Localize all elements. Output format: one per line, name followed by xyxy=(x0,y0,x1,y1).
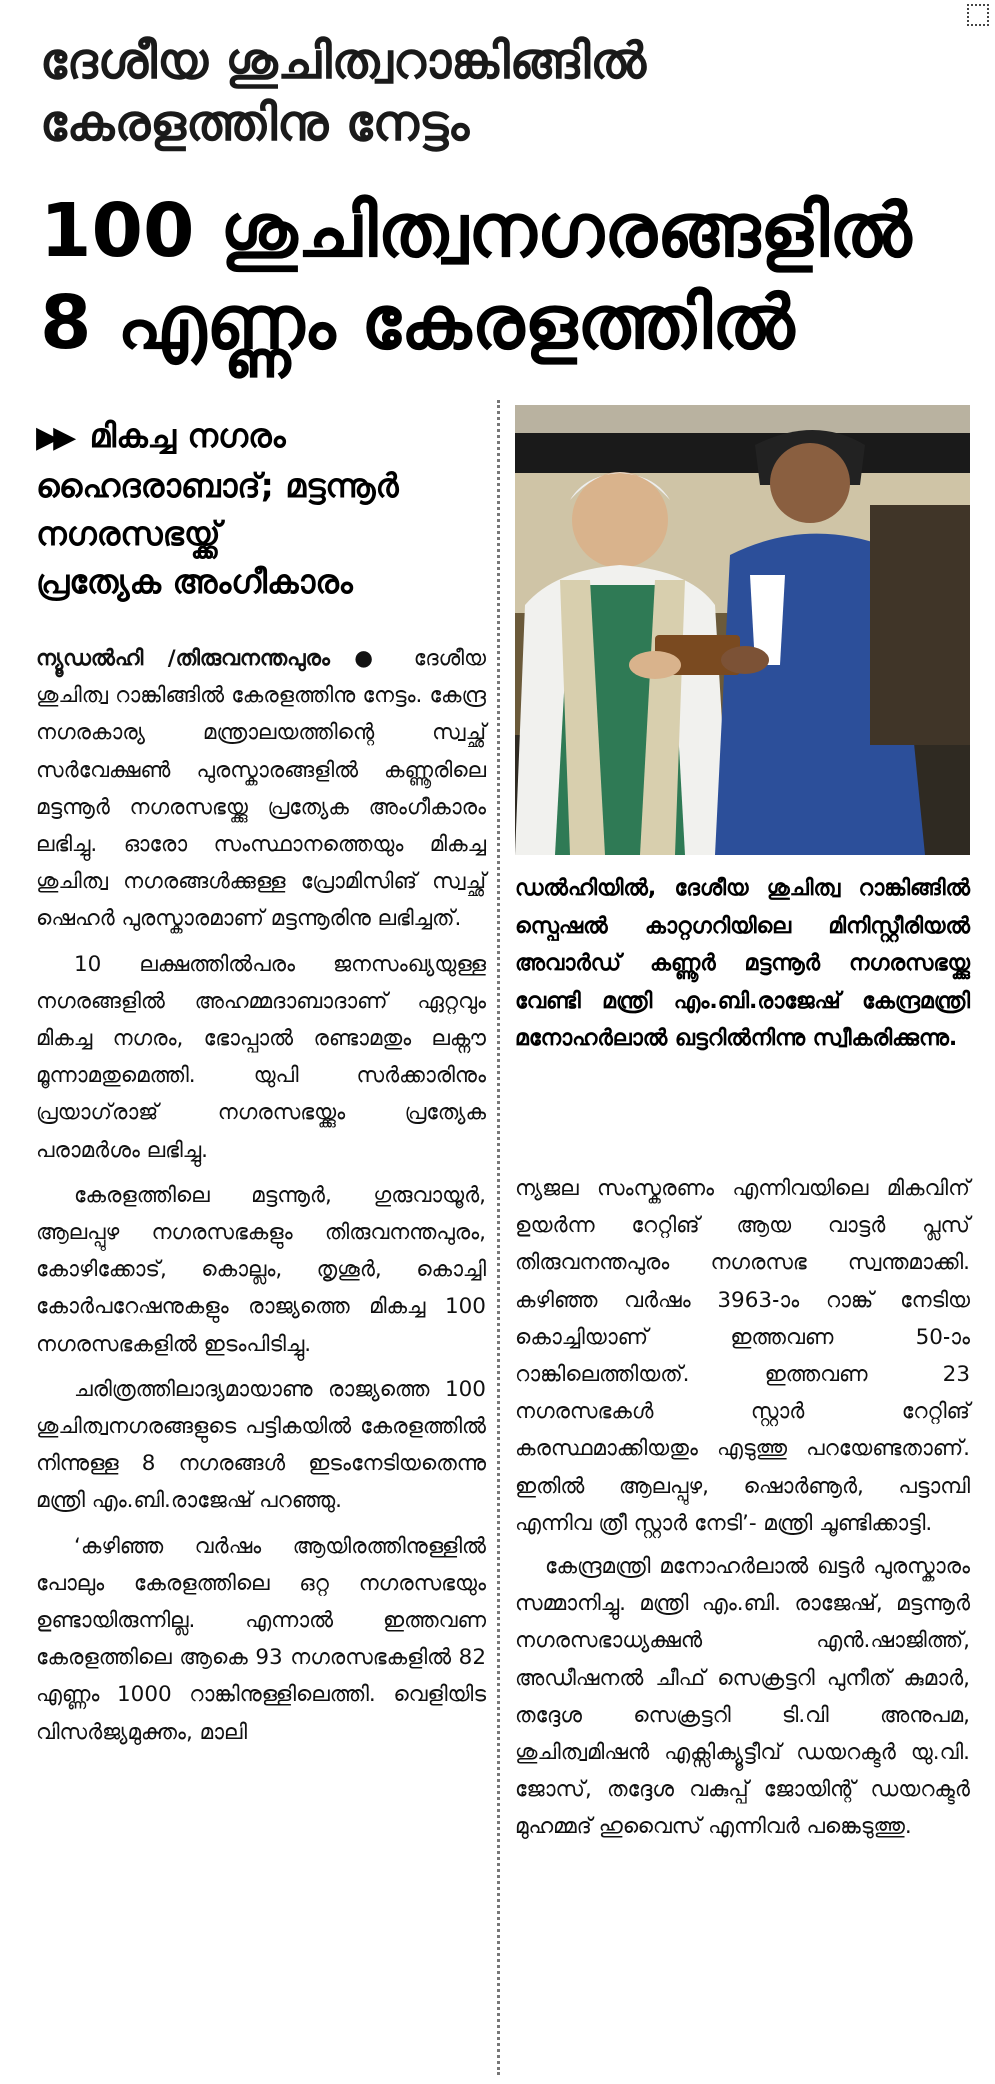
deck-line: പ്രത്യേക അംഗീകാരം xyxy=(36,562,353,601)
corner-frame-mark xyxy=(967,4,989,26)
column-divider xyxy=(497,400,500,2075)
deck-line: നഗരസഭയ്ക്ക് xyxy=(36,514,221,553)
double-arrow-icon: ▶▶ xyxy=(36,420,71,455)
main-headline: 100 ശുചിത്വനഗരങ്ങളിൽ 8 എണ്ണം കേരളത്തിൽ xyxy=(40,188,912,366)
deck-line: ഹൈദരാബാദ്; മട്ടന്നൂർ xyxy=(36,466,399,505)
photo-caption: ഡൽഹിയിൽ, ദേശീയ ശുചിത്വ റാങ്കിങ്ങിൽ സ്പെഷൽ കാറ്റഗറിയിലെ മിനിസ്റ്റീരിയൽ അവാർഡ് കണ്ണൂർ മട്ടന്നൂർ നഗരസഭയ്ക്കു വേണ്ടി മന്ത്രി എം.ബി.രാജേഷ് കേന്ദ്രമന്ത്രി മനോഹർലാൽ ഖട്ടറിൽനിന്നു സ്വീകരിക്കുന്നു. xyxy=(515,876,970,1051)
article-paragraph xyxy=(36,640,486,938)
subheading-deck xyxy=(36,412,476,606)
article-body-left xyxy=(36,640,486,1759)
article-paragraph: കേരളത്തിലെ മട്ടന്നൂർ, ഗുരുവായൂർ, ആലപ്പുഴ നഗരസഭകളും തിരുവനന്തപുരം, കോഴിക്കോട്, കൊല്ലം, തൃശൂർ, കൊച്ചി കോർപറേഷനുകളും രാജ്യത്തെ മികച്ച 100 നഗരസഭകളിൽ ഇടംപിടിച്ചു. xyxy=(36,1182,486,1357)
news-photo xyxy=(515,405,970,855)
deck-line: മികച്ച നഗരം xyxy=(89,416,286,455)
article-body-right xyxy=(515,1170,970,1852)
dateline: ന്യൂഡൽഹി /തിരുവനന്തപുരം ● xyxy=(36,646,390,671)
award-ceremony-photo xyxy=(515,405,970,855)
article-paragraph: ‘കഴിഞ്ഞ വർഷം ആയിരത്തിനുള്ളിൽ പോലും കേരളത്തിലെ ഒറ്റ നഗരസഭയും ഉണ്ടായിരുന്നില്ല. എന്നാൽ ഇത്തവണ കേരളത്തിലെ ആകെ 93 നഗരസഭകളിൽ 82 എണ്ണം 1000 റാങ്കിനുള്ളിലെത്തി. വെളിയിട വിസർജ്യമുക്തം, മാലി xyxy=(36,1533,486,1745)
article-paragraph: കേന്ദ്രമന്ത്രി മനോഹർലാൽ ഖട്ടർ പുരസ്കാരം സമ്മാനിച്ചു. മന്ത്രി എം.ബി. രാജേഷ്, മട്ടന്നൂർ നഗരസഭാധ്യക്ഷൻ എൻ.ഷാജിത്ത്, അഡീഷനൽ ചീഫ് സെക്രട്ടറി പുനീത് കുമാർ, തദ്ദേശ സെക്രട്ടറി ടി.വി അനുപമ, ശുചിത്വമിഷൻ എക്സിക്യൂട്ടീവ് ഡയറക്ടർ യു.വി. ജോസ്, തദ്ദേശ വകുപ്പ് ജോയിന്റ് ഡയറക്ടർ മുഹമ്മദ് ഹുവൈസ് എന്നിവർ പങ്കെടുത്തു. xyxy=(515,1554,970,1840)
kicker-heading: ദേശീയ ശുചിത്വറാങ്കിങ്ങിൽ കേരളത്തിനു നേട്ടം xyxy=(40,32,647,152)
article-paragraph: 10 ലക്ഷത്തിൽപരം ജനസംഖ്യയുള്ള നഗരങ്ങളിൽ അഹമ്മദാബാദാണ് ഏറ്റവും മികച്ച നഗരം, ഭോപ്പാൽ രണ്ടാമതും ലക്നൗ മൂന്നാമതുമെത്തി. യുപി സർക്കാരിനും പ്രയാഗ്‌രാജ് നഗരസഭയ്ക്കും പ്രത്യേക പരാമർശം ലഭിച്ചു. xyxy=(36,951,486,1163)
article-paragraph: ന്യജല സംസ്കരണം എന്നിവയിലെ മികവിന് ഉയർന്ന റേറ്റിങ് ആയ വാട്ടർ പ്ലസ് തിരുവനന്തപുരം നഗരസഭ സ്വന്തമാക്കി. കഴിഞ്ഞ വർഷം 3963-ാം റാങ്ക് നേടിയ കൊച്ചിയാണ് ഇത്തവണ 50-ാം റാങ്കിലെത്തിയത്. ഇത്തവണ 23 നഗരസഭകൾ സ്റ്റാർ റേറ്റിങ് കരസ്ഥമാക്കിയതും എടുത്തു പറയേണ്ടതാണ്. ഇതിൽ ആലപ്പുഴ, ഷൊർണൂർ, പട്ടാമ്പി എന്നിവ ത്രീ സ്റ്റാർ നേടി’- മന്ത്രി ചൂണ്ടിക്കാട്ടി. xyxy=(515,1176,970,1536)
paragraph-text: ദേശീയ ശുചിത്വ റാങ്കിങ്ങിൽ കേരളത്തിനു നേട്ടം. കേന്ദ്ര നഗരകാര്യ മന്ത്രാലയത്തിന്റെ സ്വച്ഛ് സർവേക്ഷൺ പുരസ്കാരങ്ങളിൽ കണ്ണൂരിലെ മട്ടന്നൂർ നഗരസഭയ്ക്കു പ്രത്യേക അംഗീകാരം ലഭിച്ചു. ഓരോ സംസ്ഥാനത്തെയും മികച്ച ശുചിത്വ നഗരങ്ങൾക്കുള്ള പ്രോമിസിങ് സ്വച്ഛ് ഷെഹർ പുരസ്കാരമാണ് മട്ടന്നൂരിനു ലഭിച്ചത്. xyxy=(36,646,487,932)
article-paragraph: ചരിത്രത്തിലാദ്യമായാണു രാജ്യത്തെ 100 ശുചിത്വനഗരങ്ങളുടെ പട്ടികയിൽ കേരളത്തിൽ നിന്നുള്ള 8 നഗരങ്ങൾ ഇടംനേടിയതെന്നു മന്ത്രി എം.ബി.രാജേഷ് പറഞ്ഞു. xyxy=(36,1376,486,1514)
